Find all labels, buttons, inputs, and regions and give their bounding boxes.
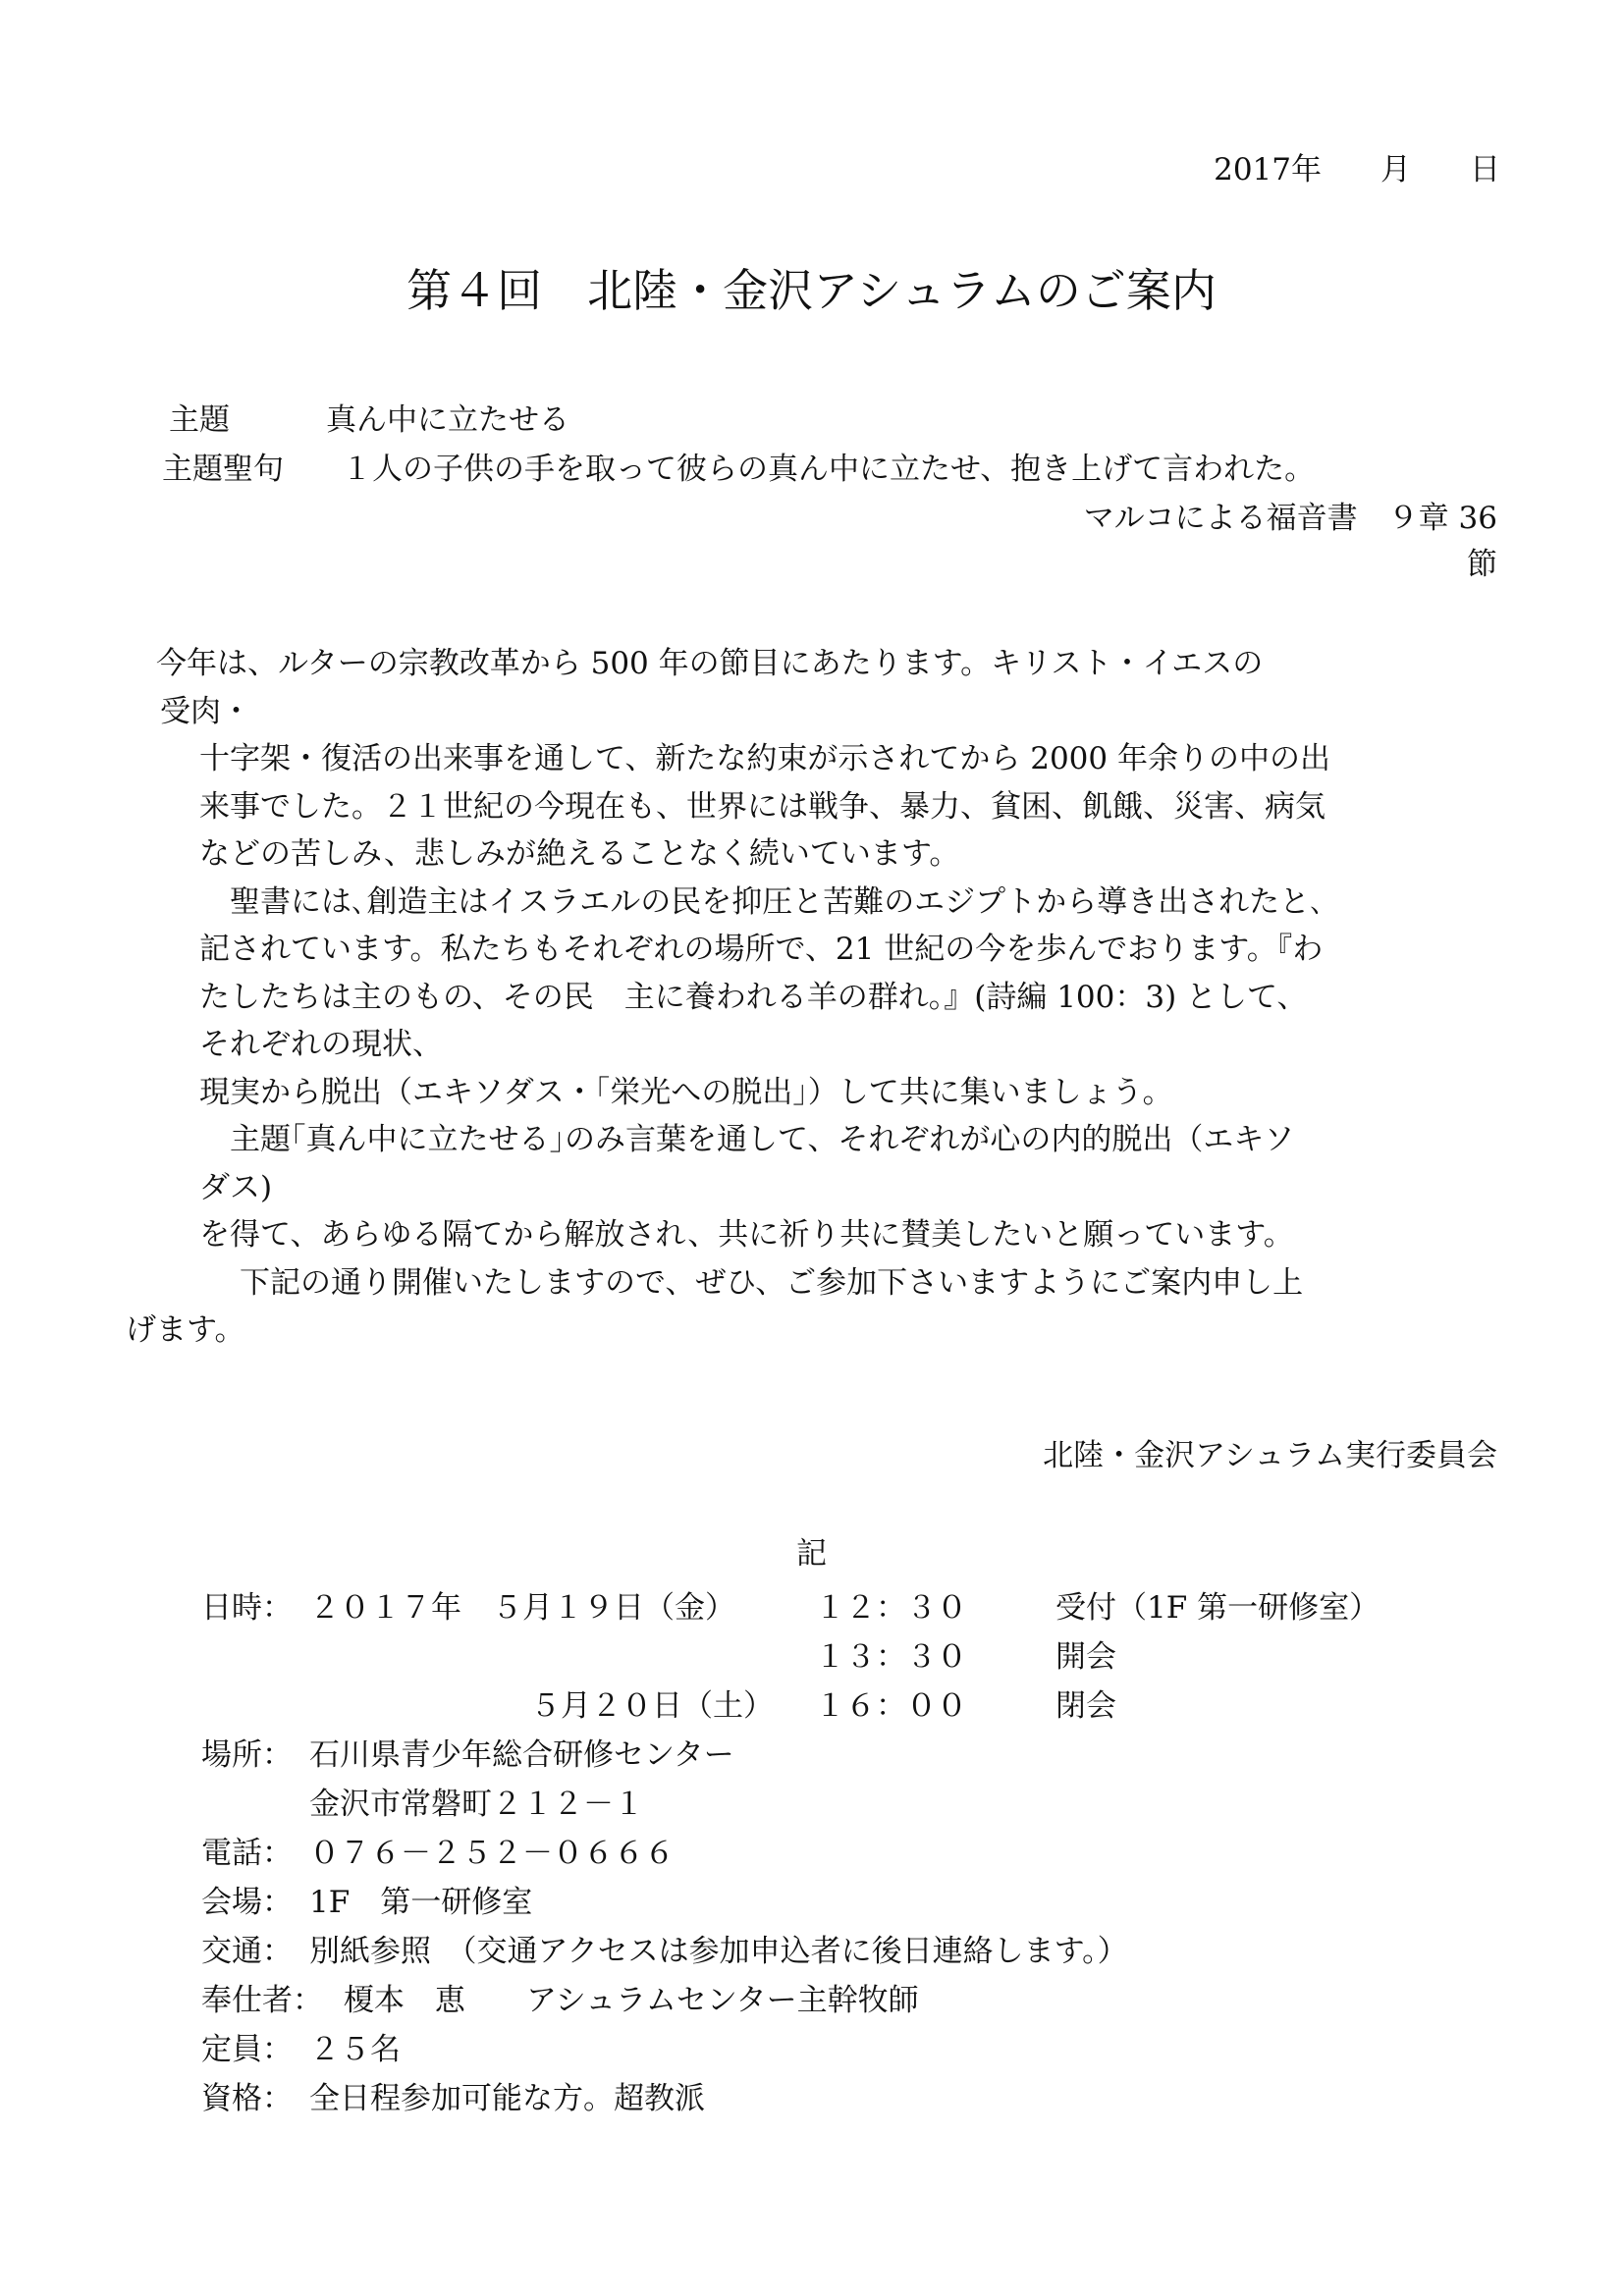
- body-line: 現実から脱出（エキソダス・｢栄光への脱出｣）して共に集いましょう。: [199, 1074, 1173, 1110]
- committee-signature: 北陸・金沢アシュラム実行委員会: [1043, 1438, 1497, 1473]
- event-details: [201, 1583, 1478, 2123]
- body-line: 今年は、ルターの宗教改革から 500 年の節目にあたります。キリスト・イエスの: [126, 646, 1264, 681]
- body-line: 聖書には､創造主はイスラエルの民を抑圧と苦難のエジプトから導き出されたと､: [199, 883, 1325, 920]
- transport-row: [201, 1927, 1478, 1976]
- document-date: [1214, 150, 1500, 189]
- event-3: 閉会: [1055, 1688, 1116, 1724]
- day-2: ５月２０日（土）: [530, 1688, 774, 1724]
- transport-value: 別紙参照 （交通アクセスは参加申込者に後日連絡します。）: [309, 1934, 1128, 1969]
- address-row: [201, 1780, 1478, 1829]
- body-line: 記されています。私たちもそれぞれの場所で、21 世紀の今を歩んでおります。『わ: [199, 932, 1324, 967]
- day-1: ２０１７年 ５月１９日（金）: [309, 1590, 735, 1626]
- transport-label: 交通：: [201, 1934, 293, 1969]
- datetime-row-2: [201, 1632, 1478, 1682]
- body-line: たしたちは主のもの、その民 主に養われる羊の群れ｡』(詩編 100：3) として、: [199, 979, 1308, 1015]
- phone-row: [201, 1829, 1478, 1878]
- time-2: １３：３０: [815, 1639, 967, 1675]
- body-line: 十字架・復活の出来事を通して、新たな約束が示されてから 2000 年余りの中の出: [199, 741, 1330, 776]
- body-line: 受肉・: [160, 693, 251, 729]
- datetime-label: 日時：: [201, 1590, 293, 1626]
- verse-reference-cont: 節: [1467, 547, 1497, 582]
- event-2: 開会: [1055, 1639, 1116, 1675]
- document-title: 第４回 北陸・金沢アシュラムのご案内: [406, 264, 1217, 317]
- capacity-value: ２５名: [309, 2032, 401, 2067]
- speaker-label: 奉仕者：: [201, 1983, 323, 2018]
- date-day: 日: [1470, 152, 1500, 187]
- verse-reference: マルコによる福音書 ９章 36: [1083, 501, 1497, 536]
- place-row: [201, 1731, 1478, 1780]
- verse-text: １人の子供の手を取って彼らの真ん中に立たせ、抱き上げて言われた。: [342, 452, 1316, 487]
- speaker-row: [201, 1976, 1478, 2025]
- address-value: 金沢市常磐町２１２－１: [309, 1787, 644, 1822]
- qualification-row: [201, 2074, 1478, 2123]
- date-year: 2017年: [1214, 152, 1322, 187]
- capacity-row: [201, 2025, 1478, 2074]
- phone-value: ０７６－２５２－０６６６: [309, 1836, 675, 1871]
- verse-label: 主題聖句: [162, 452, 284, 487]
- qualification-value: 全日程参加可能な方。超教派: [309, 2081, 705, 2116]
- body-line: ダス): [199, 1169, 273, 1205]
- qualification-label: 資格：: [201, 2081, 293, 2116]
- body-line: それぞれの現状、: [199, 1027, 443, 1062]
- datetime-row-3: [201, 1682, 1478, 1731]
- body-line: 来事でした。２１世紀の今現在も、世界には戦争、暴力、貧困、飢餓、災害、病気: [199, 788, 1325, 825]
- body-line: などの苦しみ、悲しみが絶えることなく続いています。: [199, 836, 960, 872]
- phone-label: 電話：: [201, 1836, 293, 1871]
- body-line: 主題｢真ん中に立たせる｣のみ言葉を通して、それぞれが心の内的脱出（エキソ: [199, 1122, 1295, 1157]
- capacity-label: 定員：: [201, 2032, 293, 2067]
- body-line: 下記の通り開催いたしますので、ぜひ、ご参加下さいますようにご案内申し上: [209, 1264, 1304, 1301]
- place-value: 石川県青少年総合研修センター: [309, 1737, 734, 1773]
- theme-text: 真ん中に立たせる: [326, 402, 569, 438]
- speaker-value: 榎本 恵 アシュラムセンター主幹牧師: [344, 1983, 919, 2018]
- venue-label: 会場：: [201, 1885, 293, 1920]
- theme-label: 主題: [169, 402, 230, 438]
- venue-value: 1F 第一研修室: [309, 1885, 533, 1920]
- body-text: [126, 640, 1530, 1355]
- body-line: を得て、あらゆる隔てから解放され、共に祈り共に賛美したいと願っています。: [199, 1217, 1294, 1253]
- ki-heading: 記: [796, 1536, 827, 1572]
- place-label: 場所：: [201, 1737, 293, 1773]
- time-3: １６：００: [815, 1688, 967, 1724]
- date-month: 月: [1380, 152, 1411, 187]
- body-line: げます。: [126, 1312, 245, 1348]
- venue-row: [201, 1878, 1478, 1927]
- datetime-row-1: [201, 1583, 1478, 1632]
- event-1: 受付（1F 第一研修室）: [1055, 1590, 1380, 1626]
- time-1: １２：３０: [815, 1590, 967, 1626]
